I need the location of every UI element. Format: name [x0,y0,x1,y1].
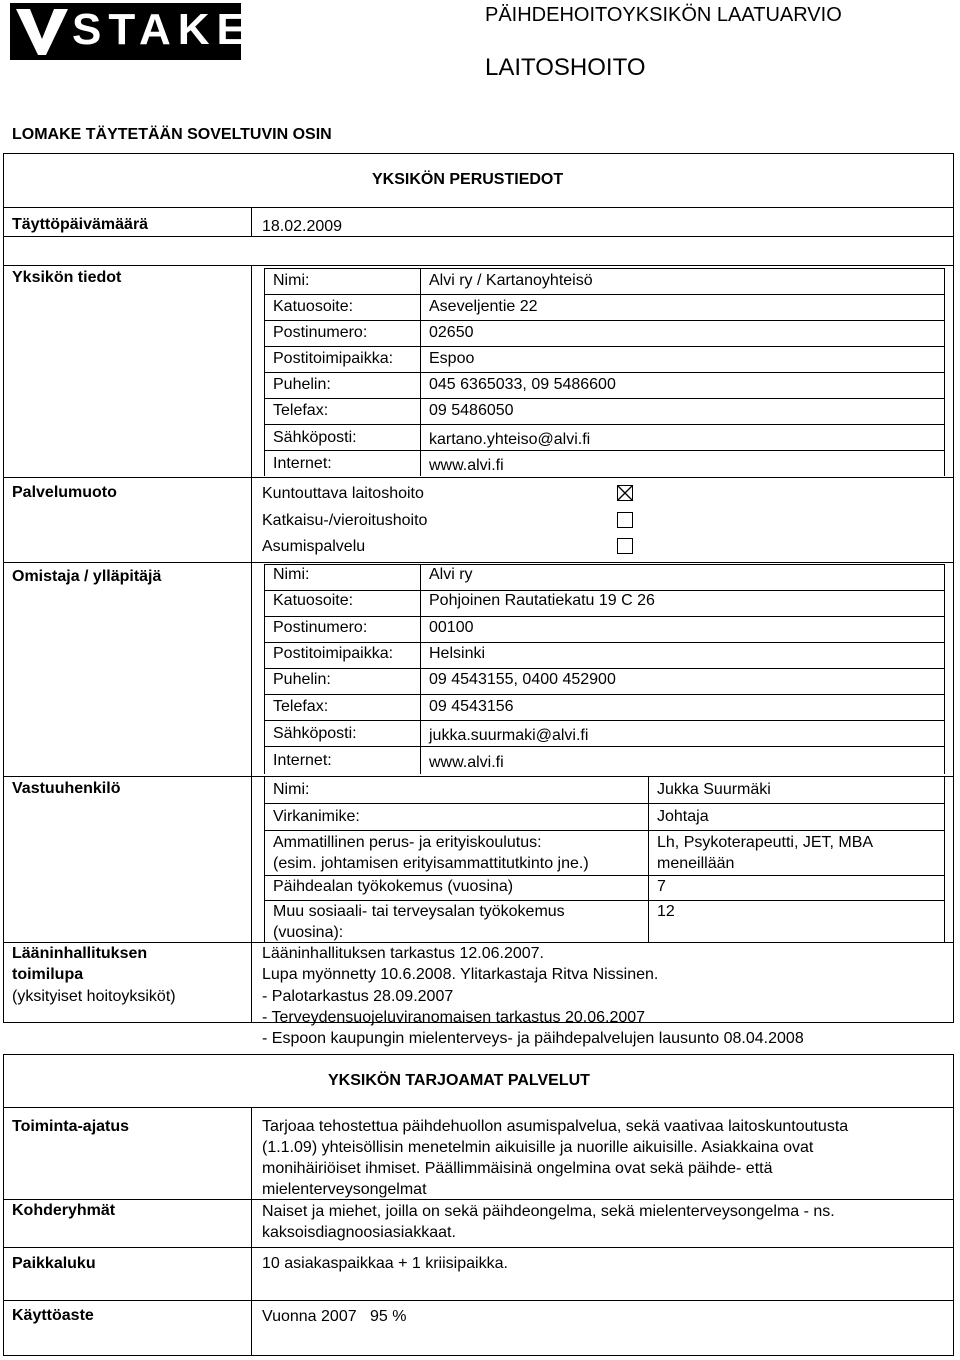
license-line: Lääninhallituksen tarkastus 12.06.2007. [262,945,544,962]
rule [3,153,954,154]
unit-field-label: Postitoimipaikka: [273,350,394,367]
target-label: Kohderyhmät [12,1202,116,1219]
rule [3,236,954,237]
license-line: Lupa myönnetty 10.6.2008. Ylitarkastaja Ritva Nissinen. [262,966,659,983]
responsible-name-value: Jukka Suurmäki [657,781,771,798]
rule [264,776,265,942]
owner-field-value: Alvi ry [429,566,473,583]
form-title: PÄIHDEHOITOYKSIKÖN LAATUARVIO [485,4,842,26]
owner-field-label: Katuosoite: [273,592,354,609]
idea-line: monihäiriöiset ihmiset. Päällimmäisinä ongelmina ovat sekä päihde- että [262,1160,773,1177]
date-label: Täyttöpäivämäärä [12,216,149,233]
date-value: 18.02.2009 [262,218,343,235]
rule [264,372,945,373]
owner-field-label: Puhelin: [273,671,331,688]
rule [3,1247,954,1248]
rule [264,668,945,669]
idea-line: Tarjoaa tehostettua päihdehuollon asumispalvelua, sekä vaativaa laitoskuntoutusta [262,1118,849,1135]
owner-field-value: 09 4543156 [429,698,514,715]
unit-field-label: Postinumero: [273,324,368,341]
unit-field-label: Puhelin: [273,376,331,393]
rule [264,590,945,591]
owner-field-value: 00100 [429,619,474,636]
unit-field-value: 045 6365033, 09 5486600 [429,376,616,393]
owner-field-value: Pohjoinen Rautatiekatu 19 C 26 [429,592,655,609]
unit-field-value: kartano.yhteiso@alvi.fi [429,431,591,448]
responsible-edu-value: Lh, Psykoterapeutti, JET, MBA [657,834,874,851]
rule [264,346,945,347]
responsible-edu-label: Ammatillinen perus- ja erityiskoulutus: [273,834,542,851]
license-line: - Palotarkastus 28.09.2007 [262,988,454,1005]
stakes-logo [10,3,290,60]
rule [251,207,252,236]
unit-label: Yksikön tiedot [12,269,122,286]
places-value: 10 asiakaspaikkaa + 1 kriisipaikka. [262,1255,508,1272]
rule [944,268,945,476]
rule [251,1107,252,1355]
rule [264,616,945,617]
responsible-other-exp-value: 12 [657,903,675,920]
responsible-other-exp-label: (vuosina): [273,924,344,941]
service-option-label: Kuntouttava laitoshoito [262,485,424,502]
service-checkbox[interactable] [617,512,633,528]
unit-field-value: 02650 [429,324,474,341]
rule [264,398,945,399]
owner-field-label: Internet: [273,752,332,769]
owner-field-label: Telefax: [273,698,329,715]
rule [3,477,954,478]
license-label: toimilupa [12,966,84,983]
responsible-name-label: Nimi: [273,781,310,798]
idea-line: mielenterveysongelmat [262,1181,427,1198]
rule [264,694,945,695]
responsible-label: Vastuuhenkilö [12,780,121,797]
idea-label: Toiminta-ajatus [12,1118,130,1135]
section-heading-basic: YKSIKÖN PERUSTIEDOT [372,171,564,188]
rule [264,746,945,747]
stakes-mark-icon [16,9,68,55]
rule [264,720,945,721]
instruction: LOMAKE TÄYTETÄÄN SOVELTUVIN OSIN [12,126,332,143]
rule [264,875,945,876]
responsible-edu-value: meneillään [657,855,735,872]
unit-field-value: Espoo [429,350,475,367]
rule [3,207,954,208]
rule [420,564,421,774]
unit-field-value: Alvi ry / Kartanoyhteisö [429,272,593,289]
owner-field-value: www.alvi.fi [429,754,504,771]
rule [264,564,945,565]
owner-field-label: Postinumero: [273,619,368,636]
rule [3,153,4,1023]
unit-field-label: Telefax: [273,402,329,419]
rule [264,294,945,295]
service-checkbox-checked[interactable] [617,485,633,501]
rule [264,424,945,425]
rule [3,1054,4,1356]
service-option-label: Asumispalvelu [262,538,366,555]
service-checkbox[interactable] [617,538,633,554]
responsible-other-exp-label: Muu sosiaali- tai terveysalan työkokemus [273,903,565,920]
places-label: Paikkaluku [12,1255,96,1272]
license-line: - Terveydensuojeluviranomaisen tarkastus 20.06.2007 [262,1009,646,1026]
responsible-exp-label: Päihdealan työkokemus (vuosina) [273,878,514,895]
rule [3,1054,954,1055]
service-option-label: Katkaisu-/vieroitushoito [262,512,428,529]
rule [264,268,265,476]
rule [648,776,649,942]
target-line: Naiset ja miehet, joilla on sekä päihdeongelma, sekä mielenterveysongelma - ns. [262,1203,835,1220]
rule [3,942,954,943]
unit-field-value: 09 5486050 [429,402,514,419]
owner-field-value: Helsinki [429,645,486,662]
rule [3,1107,954,1108]
responsible-exp-value: 7 [657,878,666,895]
rule [264,268,945,269]
license-label: Lääninhallituksen [12,945,148,962]
owner-field-value: 09 4543155, 0400 452900 [429,671,616,688]
unit-field-label: Sähköposti: [273,429,357,446]
rule [3,1199,954,1200]
responsible-edu-label: (esim. johtamisen erityisammattitutkinto jne.) [273,855,589,872]
occupancy-label: Käyttöaste [12,1307,94,1324]
logo-text: STAKES [72,5,290,54]
owner-field-value: jukka.suurmaki@alvi.fi [429,727,589,744]
rule [953,1054,954,1356]
rule [953,153,954,1023]
owner-field-label: Postitoimipaikka: [273,645,394,662]
unit-field-label: Internet: [273,455,332,472]
rule [3,1300,954,1301]
target-line: kaksoisdiagnoosiasiakkaat. [262,1224,456,1241]
idea-line: (1.1.09) yhteisöllisin menetelmin aikuisille ja nuorille aikuisille. Asiakkaina ovat [262,1139,814,1156]
owner-label: Omistaja / ylläpitäjä [12,568,162,585]
service-label: Palvelumuoto [12,484,117,501]
rule [251,265,252,1022]
rule [3,562,954,563]
rule [3,1355,954,1356]
checked-x-icon [617,485,633,501]
rule [264,803,945,804]
section-heading-services: YKSIKÖN TARJOAMAT PALVELUT [328,1072,590,1089]
unit-field-label: Nimi: [273,272,310,289]
rule [264,320,945,321]
rule [264,450,945,451]
rule [264,564,265,774]
rule [264,776,945,777]
responsible-title-label: Virkanimike: [273,808,360,825]
rule [264,900,945,901]
rule [420,268,421,476]
occupancy-value: Vuonna 2007 95 % [262,1308,407,1325]
owner-field-label: Nimi: [273,566,310,583]
rule [3,265,954,266]
license-line: - Espoon kaupungin mielenterveys- ja päihdepalvelujen lausunto 08.04.2008 [262,1030,804,1047]
rule [264,830,945,831]
rule [944,776,945,942]
responsible-title-value: Johtaja [657,808,709,825]
license-label-note: (yksityiset hoitoyksiköt) [12,988,176,1005]
unit-field-value: Aseveljentie 22 [429,298,538,315]
unit-field-label: Katuosoite: [273,298,354,315]
form-subtitle: LAITOSHOITO [485,54,646,81]
owner-field-label: Sähköposti: [273,725,357,742]
rule [264,642,945,643]
unit-field-value: www.alvi.fi [429,457,504,474]
rule [944,564,945,774]
